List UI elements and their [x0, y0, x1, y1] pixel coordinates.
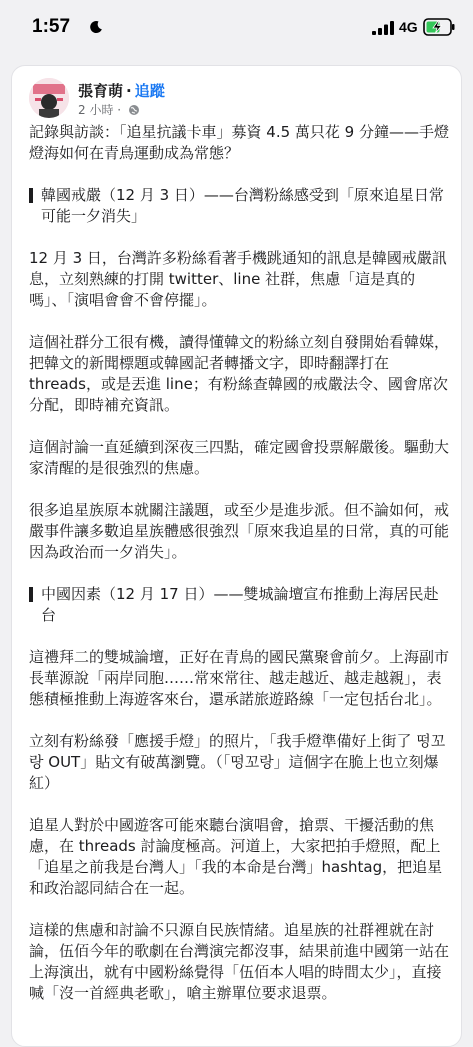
- post-title: 記錄與訪談：「追星抗議卡車」募資 4.5 萬只花 9 分鐘——手燈燈海如何在青鳥運動成為常態？: [29, 123, 449, 162]
- follow-button[interactable]: 追蹤: [134, 82, 165, 100]
- post-paragraph: 立刻有粉絲發「應援手燈」的照片，「我手燈準備好上街了 떵꼬랑 OUT」貼文有破萬瀏覽。（「떵꼬랑」這個字在脆上也立刻爆紅）: [29, 732, 446, 792]
- author-name[interactable]: 張育萌: [78, 82, 124, 100]
- separator-dot: ·: [126, 82, 132, 100]
- post-paragraph: 這樣的焦慮和討論不只源自民族情緒。追星族的社群裡就在討論，伍佰今年的歌劇在台灣演完都沒事，結果前進中國第一站在上海演出，就有中國粉絲覺得「伍佰本人唱的時間太少」，直接喊「沒一首經典老歌」，嗆主辦單位要求退票。: [29, 921, 450, 1002]
- status-bar: [0, 0, 473, 56]
- post-meta: [78, 101, 140, 118]
- post-card: [11, 65, 462, 1047]
- public-globe-icon: [128, 104, 140, 116]
- avatar-image: [29, 78, 69, 118]
- do-not-disturb-moon-icon: [89, 20, 103, 34]
- status-time: 1:57: [32, 16, 71, 37]
- author-avatar[interactable]: [29, 78, 69, 118]
- battery-charging-icon: [423, 18, 455, 36]
- post-paragraph: 追星人對於中國遊客可能來聽台演唱會，搶票、干擾活動的焦慮，在 threads 討論度極高。河道上，大家把拍手燈照，配上「追星之前我是台灣人」「我的本命是台灣」hashtag，把追星和政治認同結合在一起。: [29, 816, 443, 897]
- cellular-signal-icon: [372, 21, 394, 35]
- section-heading: 韓國戒嚴（12 月 3 日）——台灣粉絲感受到「原來追星日常可能一夕消失」: [29, 185, 449, 227]
- post-header-line: [78, 80, 165, 101]
- post-timestamp[interactable]: 2 小時: [78, 103, 114, 117]
- post-body: [29, 122, 449, 1025]
- post-paragraph: 很多追星族原本就關注議題，或至少是進步派。但不論如何，戒嚴事件讓多數追星族體感很強烈「原來我追星的日常，真的可能因為政治而一夕消失」。: [29, 501, 450, 561]
- post-paragraph: 這個社群分工很有機，讀得懂韓文的粉絲立刻自發開始看韓媒，把韓文的新聞標題或韓國記者轉播文字，即時翻譯打在 threads，或是丟進 line；有粉絲查韓國的戒嚴法令、國會席次分配，即時補充資訊。: [29, 333, 450, 414]
- post-paragraph: 這禮拜二的雙城論壇，正好在青鳥的國民黨聚會前夕。上海副市長華源說「兩岸同胞……常來常往、越走越近、越走越親」，表態積極推動上海遊客來台，還承諾旅遊路線「一定包括台北」。: [29, 648, 450, 708]
- post-paragraph: 這個討論一直延續到深夜三四點，確定國會投票解嚴後。驅動大家清醒的是很強烈的焦慮。: [29, 438, 450, 477]
- meta-dot: ·: [117, 103, 125, 117]
- network-type: 4G: [399, 19, 418, 35]
- post-paragraph: 12 月 3 日，台灣許多粉絲看著手機跳通知的訊息是韓國戒嚴訊息，立刻熟練的打開 twitter、line 社群，焦慮「這是真的嗎」、「演唱會會不會停擺」。: [29, 249, 447, 309]
- section-heading: 中國因素（12 月 17 日）——雙城論壇宣布推動上海居民赴台: [29, 584, 449, 626]
